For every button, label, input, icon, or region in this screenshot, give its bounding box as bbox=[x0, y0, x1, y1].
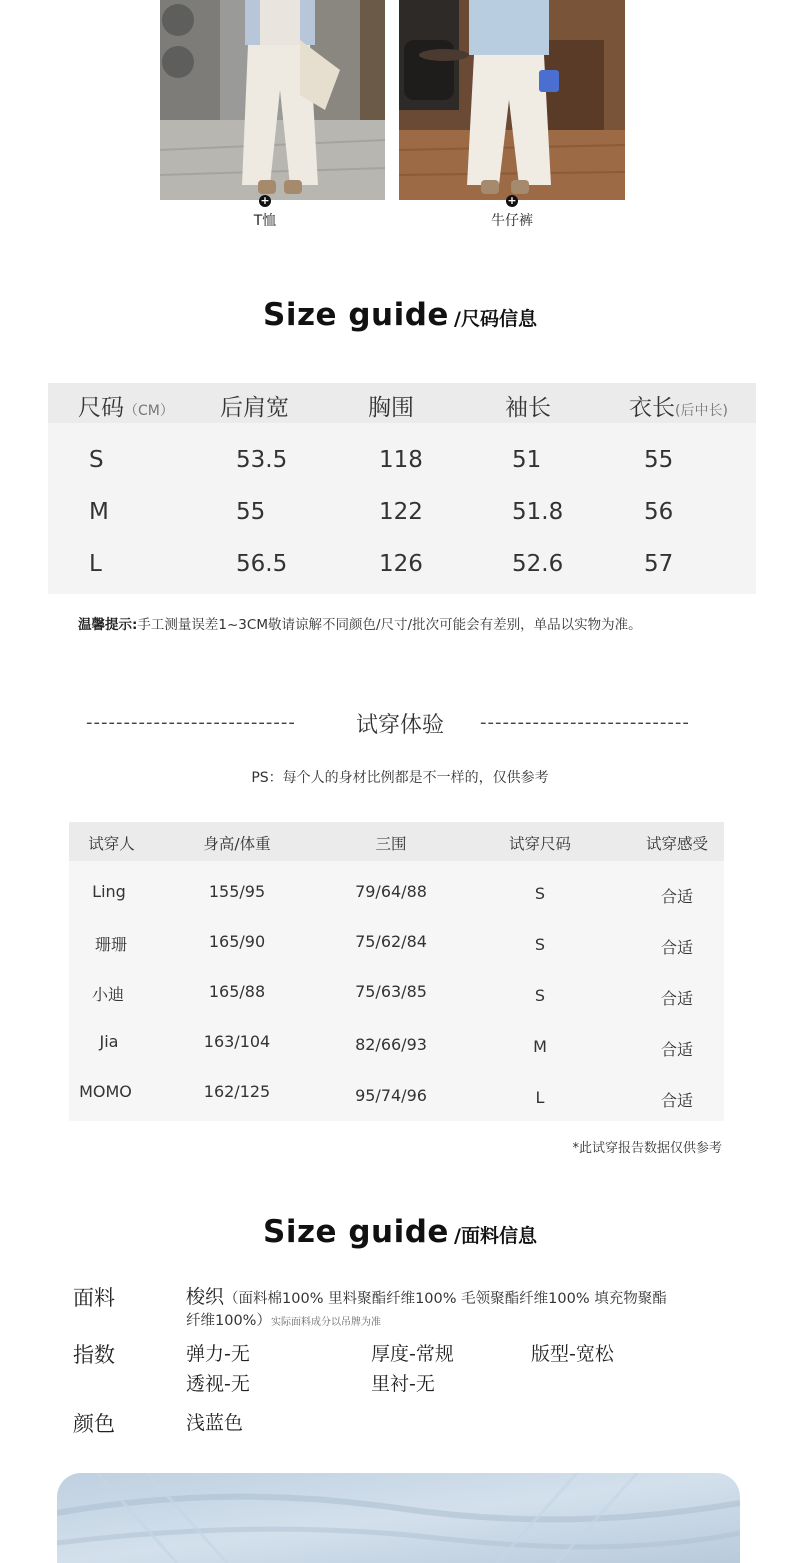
index-label: 指数 bbox=[73, 1343, 115, 1367]
fit: 版型-宽松 bbox=[531, 1343, 614, 1365]
header-measurements: 三围 bbox=[375, 835, 407, 853]
fabric-heading bbox=[0, 1214, 800, 1250]
header-length: 衣长(后中长) bbox=[629, 395, 728, 421]
header-person: 试穿人 bbox=[88, 835, 135, 853]
measures-cell: 75/62/84 bbox=[355, 932, 427, 951]
measures-cell: 79/64/88 bbox=[355, 882, 427, 901]
header-size: 尺码（CM） bbox=[78, 395, 174, 421]
product-photo-jeans bbox=[399, 0, 625, 200]
tryon-table bbox=[69, 822, 724, 1121]
divider-left: ---------------------------- bbox=[86, 712, 296, 733]
tryon-size-cell: M bbox=[533, 1037, 547, 1056]
lining: 里衬-无 bbox=[371, 1373, 435, 1395]
size-guide-subtitle: /尺码信息 bbox=[454, 308, 537, 330]
transparency: 透视-无 bbox=[186, 1373, 250, 1395]
person-cell: 珊珊 bbox=[94, 935, 127, 954]
header-chest: 胸围 bbox=[368, 395, 414, 421]
color-label: 颜色 bbox=[73, 1412, 115, 1436]
size-note bbox=[78, 613, 642, 633]
product-photo-tshirt bbox=[160, 0, 385, 200]
thickness: 厚度-常规 bbox=[371, 1343, 454, 1365]
feel-cell: 合适 bbox=[660, 1040, 693, 1059]
measures-cell: 75/63/85 bbox=[355, 982, 427, 1001]
size-table bbox=[48, 383, 756, 594]
hw-cell: 165/90 bbox=[208, 932, 266, 951]
size-note-text: 手工测量误差1~3CM敬请谅解不同颜色/尺寸/批次可能会有差别，单品以实物为准。 bbox=[137, 617, 642, 633]
chest-cell: 118 bbox=[379, 447, 423, 473]
header-feel: 试穿感受 bbox=[645, 835, 708, 853]
material-detail-line2: 纤维100%）实际面料成分以吊牌为准 bbox=[186, 1313, 381, 1329]
material-footnote: 实际面料成分以吊牌为准 bbox=[270, 1317, 381, 1328]
sleeve-cell: 52.6 bbox=[512, 551, 564, 577]
tryon-size-cell: L bbox=[535, 1088, 545, 1107]
feel-cell: 合适 bbox=[660, 887, 693, 906]
size-guide-heading bbox=[0, 297, 800, 333]
tryon-title: 试穿体验 bbox=[355, 713, 444, 738]
fabric-subtitle: /面料信息 bbox=[454, 1225, 537, 1247]
tryon-report-note: *此试穿报告数据仅供参考 bbox=[572, 1141, 722, 1156]
hw-cell: 162/125 bbox=[203, 1082, 271, 1101]
material-label: 面料 bbox=[73, 1286, 115, 1310]
person-cell: 小迪 bbox=[91, 985, 124, 1004]
size-cell: M bbox=[89, 499, 109, 525]
tryon-ps: PS：每个人的身材比例都是不一样的，仅供参考 bbox=[251, 770, 549, 786]
fabric-closeup-photo bbox=[57, 1473, 740, 1563]
shoulder-cell: 53.5 bbox=[236, 447, 288, 473]
chest-cell: 122 bbox=[379, 499, 423, 525]
shoulder-cell: 56.5 bbox=[236, 551, 288, 577]
tryon-size-cell: S bbox=[534, 884, 546, 903]
header-shoulder: 后肩宽 bbox=[220, 395, 289, 421]
size-cell: L bbox=[89, 551, 102, 577]
feel-cell: 合适 bbox=[660, 989, 693, 1008]
material-detail: （面料棉100% 里料聚酯纤维100% 毛领聚酯纤维100% 填充物聚酯 bbox=[224, 1291, 667, 1307]
hw-cell: 155/95 bbox=[208, 882, 266, 901]
tryon-size-cell: S bbox=[534, 986, 546, 1005]
color-value: 浅蓝色 bbox=[186, 1412, 244, 1434]
product-caption: 牛仔裤 bbox=[491, 213, 533, 229]
shoulder-cell: 55 bbox=[236, 499, 266, 525]
header-sleeve: 袖长 bbox=[505, 395, 551, 421]
length-cell: 57 bbox=[644, 551, 674, 577]
length-cell: 55 bbox=[644, 447, 674, 473]
material-main: 梭织（面料棉100% 里料聚酯纤维100% 毛领聚酯纤维100% 填充物聚酯 bbox=[186, 1286, 667, 1308]
chest-cell: 126 bbox=[379, 551, 423, 577]
header-height-weight: 身高/体重 bbox=[203, 835, 271, 853]
sleeve-cell: 51 bbox=[512, 447, 542, 473]
sleeve-cell: 51.8 bbox=[512, 499, 564, 525]
person-cell: Jia bbox=[99, 1032, 119, 1051]
product-caption: T恤 bbox=[253, 213, 277, 229]
length-cell: 56 bbox=[644, 499, 674, 525]
person-cell: Ling bbox=[92, 882, 126, 901]
size-note-label: 温馨提示: bbox=[78, 617, 138, 633]
divider-right: ---------------------------- bbox=[480, 712, 690, 733]
header-tryon-size: 试穿尺码 bbox=[508, 835, 571, 853]
person-cell: MOMO bbox=[79, 1082, 132, 1101]
measures-cell: 95/74/96 bbox=[355, 1086, 427, 1105]
plus-icon[interactable]: + bbox=[260, 194, 270, 207]
hw-cell: 165/88 bbox=[208, 982, 266, 1001]
feel-cell: 合适 bbox=[660, 1091, 693, 1110]
fabric-title: Size guide bbox=[263, 1214, 449, 1250]
plus-icon[interactable]: + bbox=[507, 194, 517, 207]
tryon-size-cell: S bbox=[534, 935, 546, 954]
hw-cell: 163/104 bbox=[203, 1032, 271, 1051]
size-cell: S bbox=[89, 447, 104, 473]
measures-cell: 82/66/93 bbox=[355, 1035, 427, 1054]
feel-cell: 合适 bbox=[660, 938, 693, 957]
size-guide-title: Size guide bbox=[263, 297, 449, 333]
elasticity: 弹力-无 bbox=[186, 1343, 250, 1365]
